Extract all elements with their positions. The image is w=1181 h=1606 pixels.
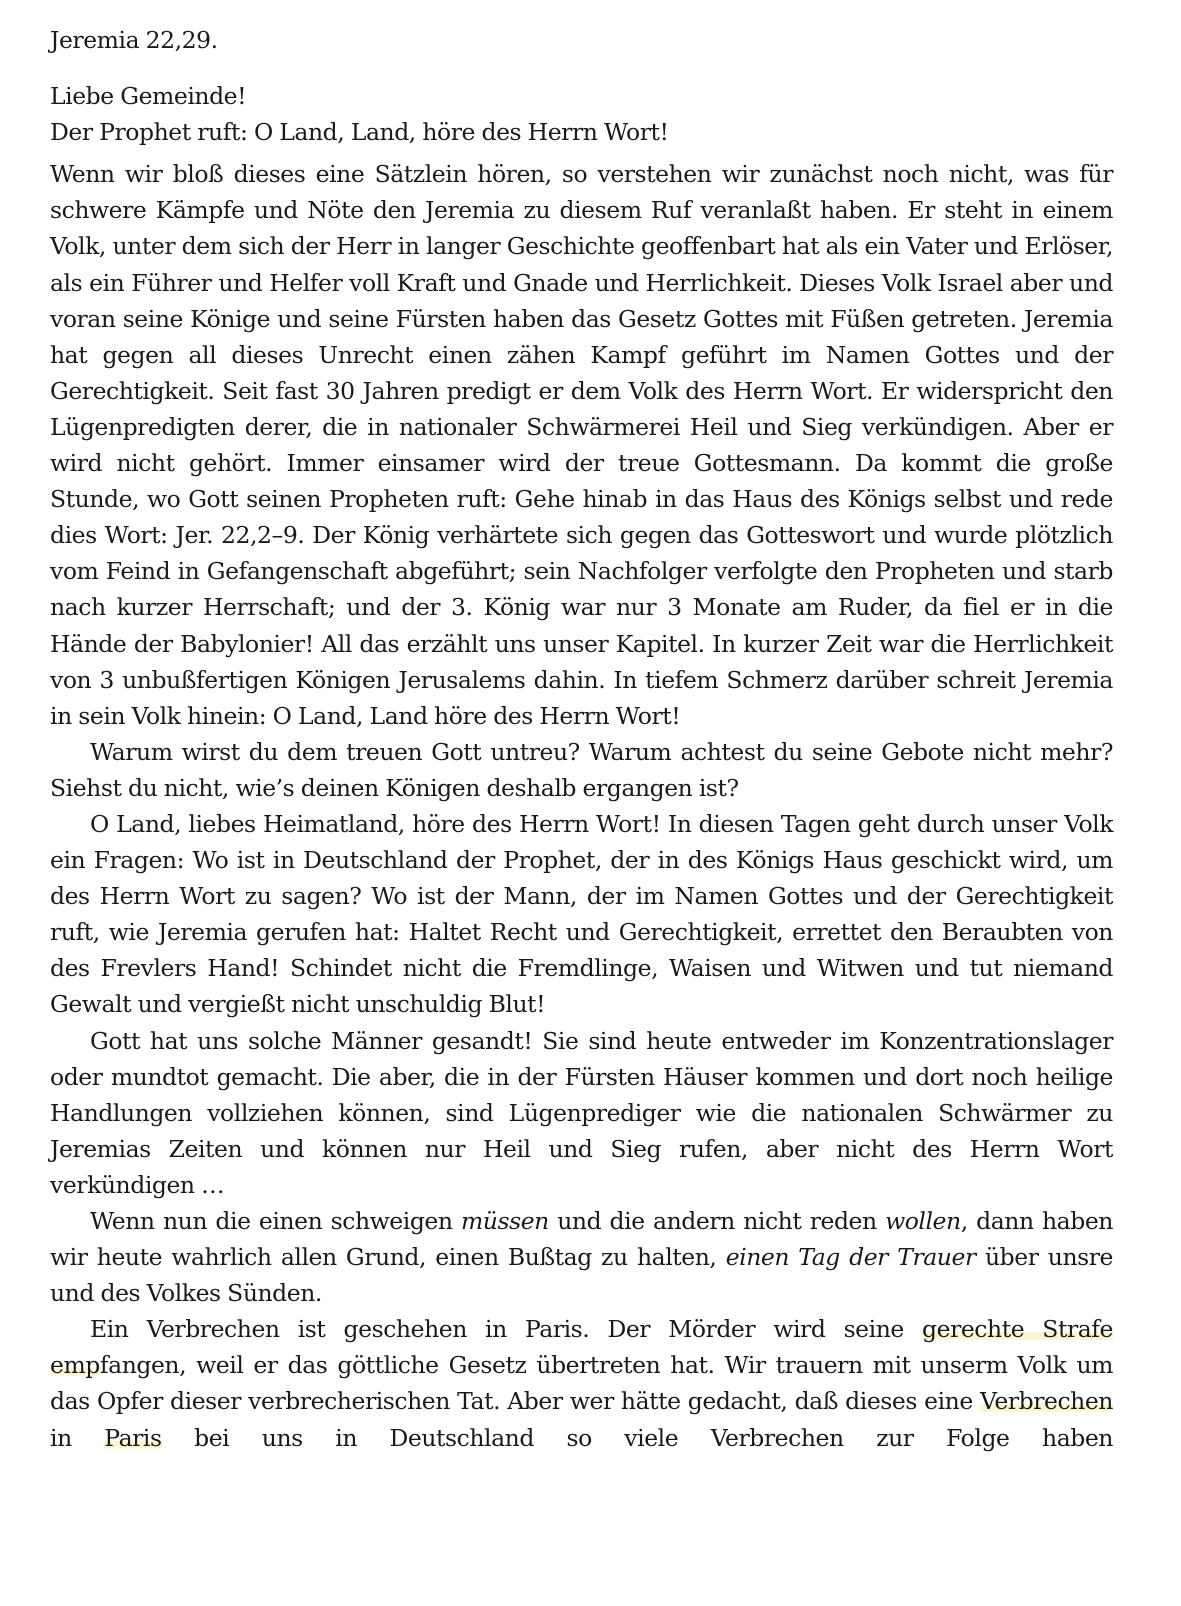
highlight-gerechte-strafe: gerechte Strafe emp xyxy=(50,1315,1113,1380)
scripture-reference: Jeremia 22,29. xyxy=(50,26,218,54)
emphasis-muessen: müssen xyxy=(460,1207,549,1235)
salutation xyxy=(50,78,1113,150)
paragraph-5-text-2: und die andern nicht reden xyxy=(548,1207,886,1235)
highlight-verbrechen: Verbrechen xyxy=(980,1387,1113,1416)
paragraph-6 xyxy=(50,1311,1113,1455)
highlight-paris: Paris xyxy=(104,1423,162,1452)
emphasis-tag-der-trauer: einen Tag der Trauer xyxy=(725,1243,976,1272)
paragraph-6-text-2: fangen, weil er das göttliche Gesetz übertreten hat. Wir trauern mit unserm Volk um das Opfer dieser verbrecherischen Tat. Aber wer hätte gedacht, daß dieses eine xyxy=(50,1351,1113,1416)
paragraph-2: Warum wirst du dem treuen Gott untreu? Warum achtest du seine Gebote nicht mehr? Siehst du nicht, wie’s deinen Königen deshalb ergangen ist? xyxy=(50,737,1113,802)
paragraph-5 xyxy=(50,1203,1113,1311)
emphasis-wollen: wollen xyxy=(885,1207,961,1235)
paragraph-5-text-3: , dann haben wir heute wahrlich allen Grund, einen Bußtag zu halten, xyxy=(50,1207,1113,1272)
paragraph-5-text-4: über unsre und des Volkes Sünden. xyxy=(50,1243,1114,1308)
paragraph-4: Gott hat uns solche Männer gesandt! Sie sind heute entweder im Konzentrationslager oder mundtot gemacht. Die aber, die in der Fürsten Häuser kommen und dort noch heilige Handlungen vollziehen können, sind Lügenprediger wie die nationalen Schwärmer zu Jeremias Zeiten und können nur Heil und Sieg rufen, aber nicht des Herrn Wort verkündigen … xyxy=(50,1026,1113,1199)
paragraph-5-text-1: Wenn nun die einen schweigen xyxy=(90,1207,461,1235)
sermon-page xyxy=(50,22,1113,1456)
greeting: Liebe Gemeinde! xyxy=(50,82,247,111)
paragraph-6-text-4: bei uns in Deutschland so viele Verbrechen zur Folge haben xyxy=(161,1423,1113,1452)
paragraph-6-text-3: in xyxy=(50,1423,105,1452)
opening-line: Der Prophet ruft: O Land, Land, höre des Herrn Wort! xyxy=(50,118,669,147)
paragraph-6-text-1: Ein Verbrechen ist geschehen in Paris. Der Mörder wird seine xyxy=(90,1315,923,1344)
paragraph-3: O Land, liebes Heimatland, höre des Herrn Wort! In diesen Tagen geht durch unser Volk ein Fragen: Wo ist in Deutschland der Prophet, der in des Königs Haus geschickt wird, um des Herrn Wort zu sagen? Wo ist der Mann, der im Namen Gottes und der Gerechtigkeit ruft, wie Jeremia gerufen hat: Haltet Recht und Gerechtigkeit, errettet den Beraubten von des Frevlers Hand! Schindet nicht die Fremdlinge, Waisen und Witwen und tut niemand Gewalt und vergießt nicht unschuldig Blut! xyxy=(50,809,1113,1019)
paragraph-1: Wenn wir bloß dieses eine Sätzlein hören, so verstehen wir zunächst noch nicht, was für schwere Kämpfe und Nöte den Jeremia zu diesem Ruf veranlaßt haben. Er steht in einem Volk, unter dem sich der Herr in langer Geschichte geoffenbart hat als ein Vater und Erlöser, als ein Führer und Helfer voll Kraft und Gnade und Herrlichkeit. Dieses Volk Israel aber und voran seine Könige und seine Fürsten haben das Gesetz Gottes mit Füßen getreten. Jeremia hat gegen all dieses Unrecht einen zähen Kampf geführt im Namen Gottes und der Gerechtigkeit. Seit fast 30 Jahren predigt er dem Volk des Herrn Wort. Er widerspricht den Lügenpredigten derer, die in nationaler Schwärmerei Heil und Sieg verkündigen. Aber er wird nicht gehört. Immer einsamer wird der treue Gottesmann. Da kommt die große Stunde, wo Gott seinen Propheten ruft: Gehe hinab in das Haus des Königs selbst und rede dies Wort: Jer. 22,2–9. Der König verhärtete sich gegen das Gotteswort und wurde plötzlich vom Feind in Gefangenschaft abgeführt; sein Nachfolger verfolgte den Propheten und starb nach kurzer Herrschaft; und der 3. König war nur 3 Monate am Ruder, da fiel er in die Hände der Babylonier! All das erzählt uns unser Kapitel. In kurzer Zeit war die Herrlichkeit von 3 unbußfertigen Königen Jerusalems dahin. In tiefem Schmerz darüber schreit Jeremia in sein Volk hinein: O Land, Land höre des Herrn Wort! xyxy=(50,160,1113,730)
